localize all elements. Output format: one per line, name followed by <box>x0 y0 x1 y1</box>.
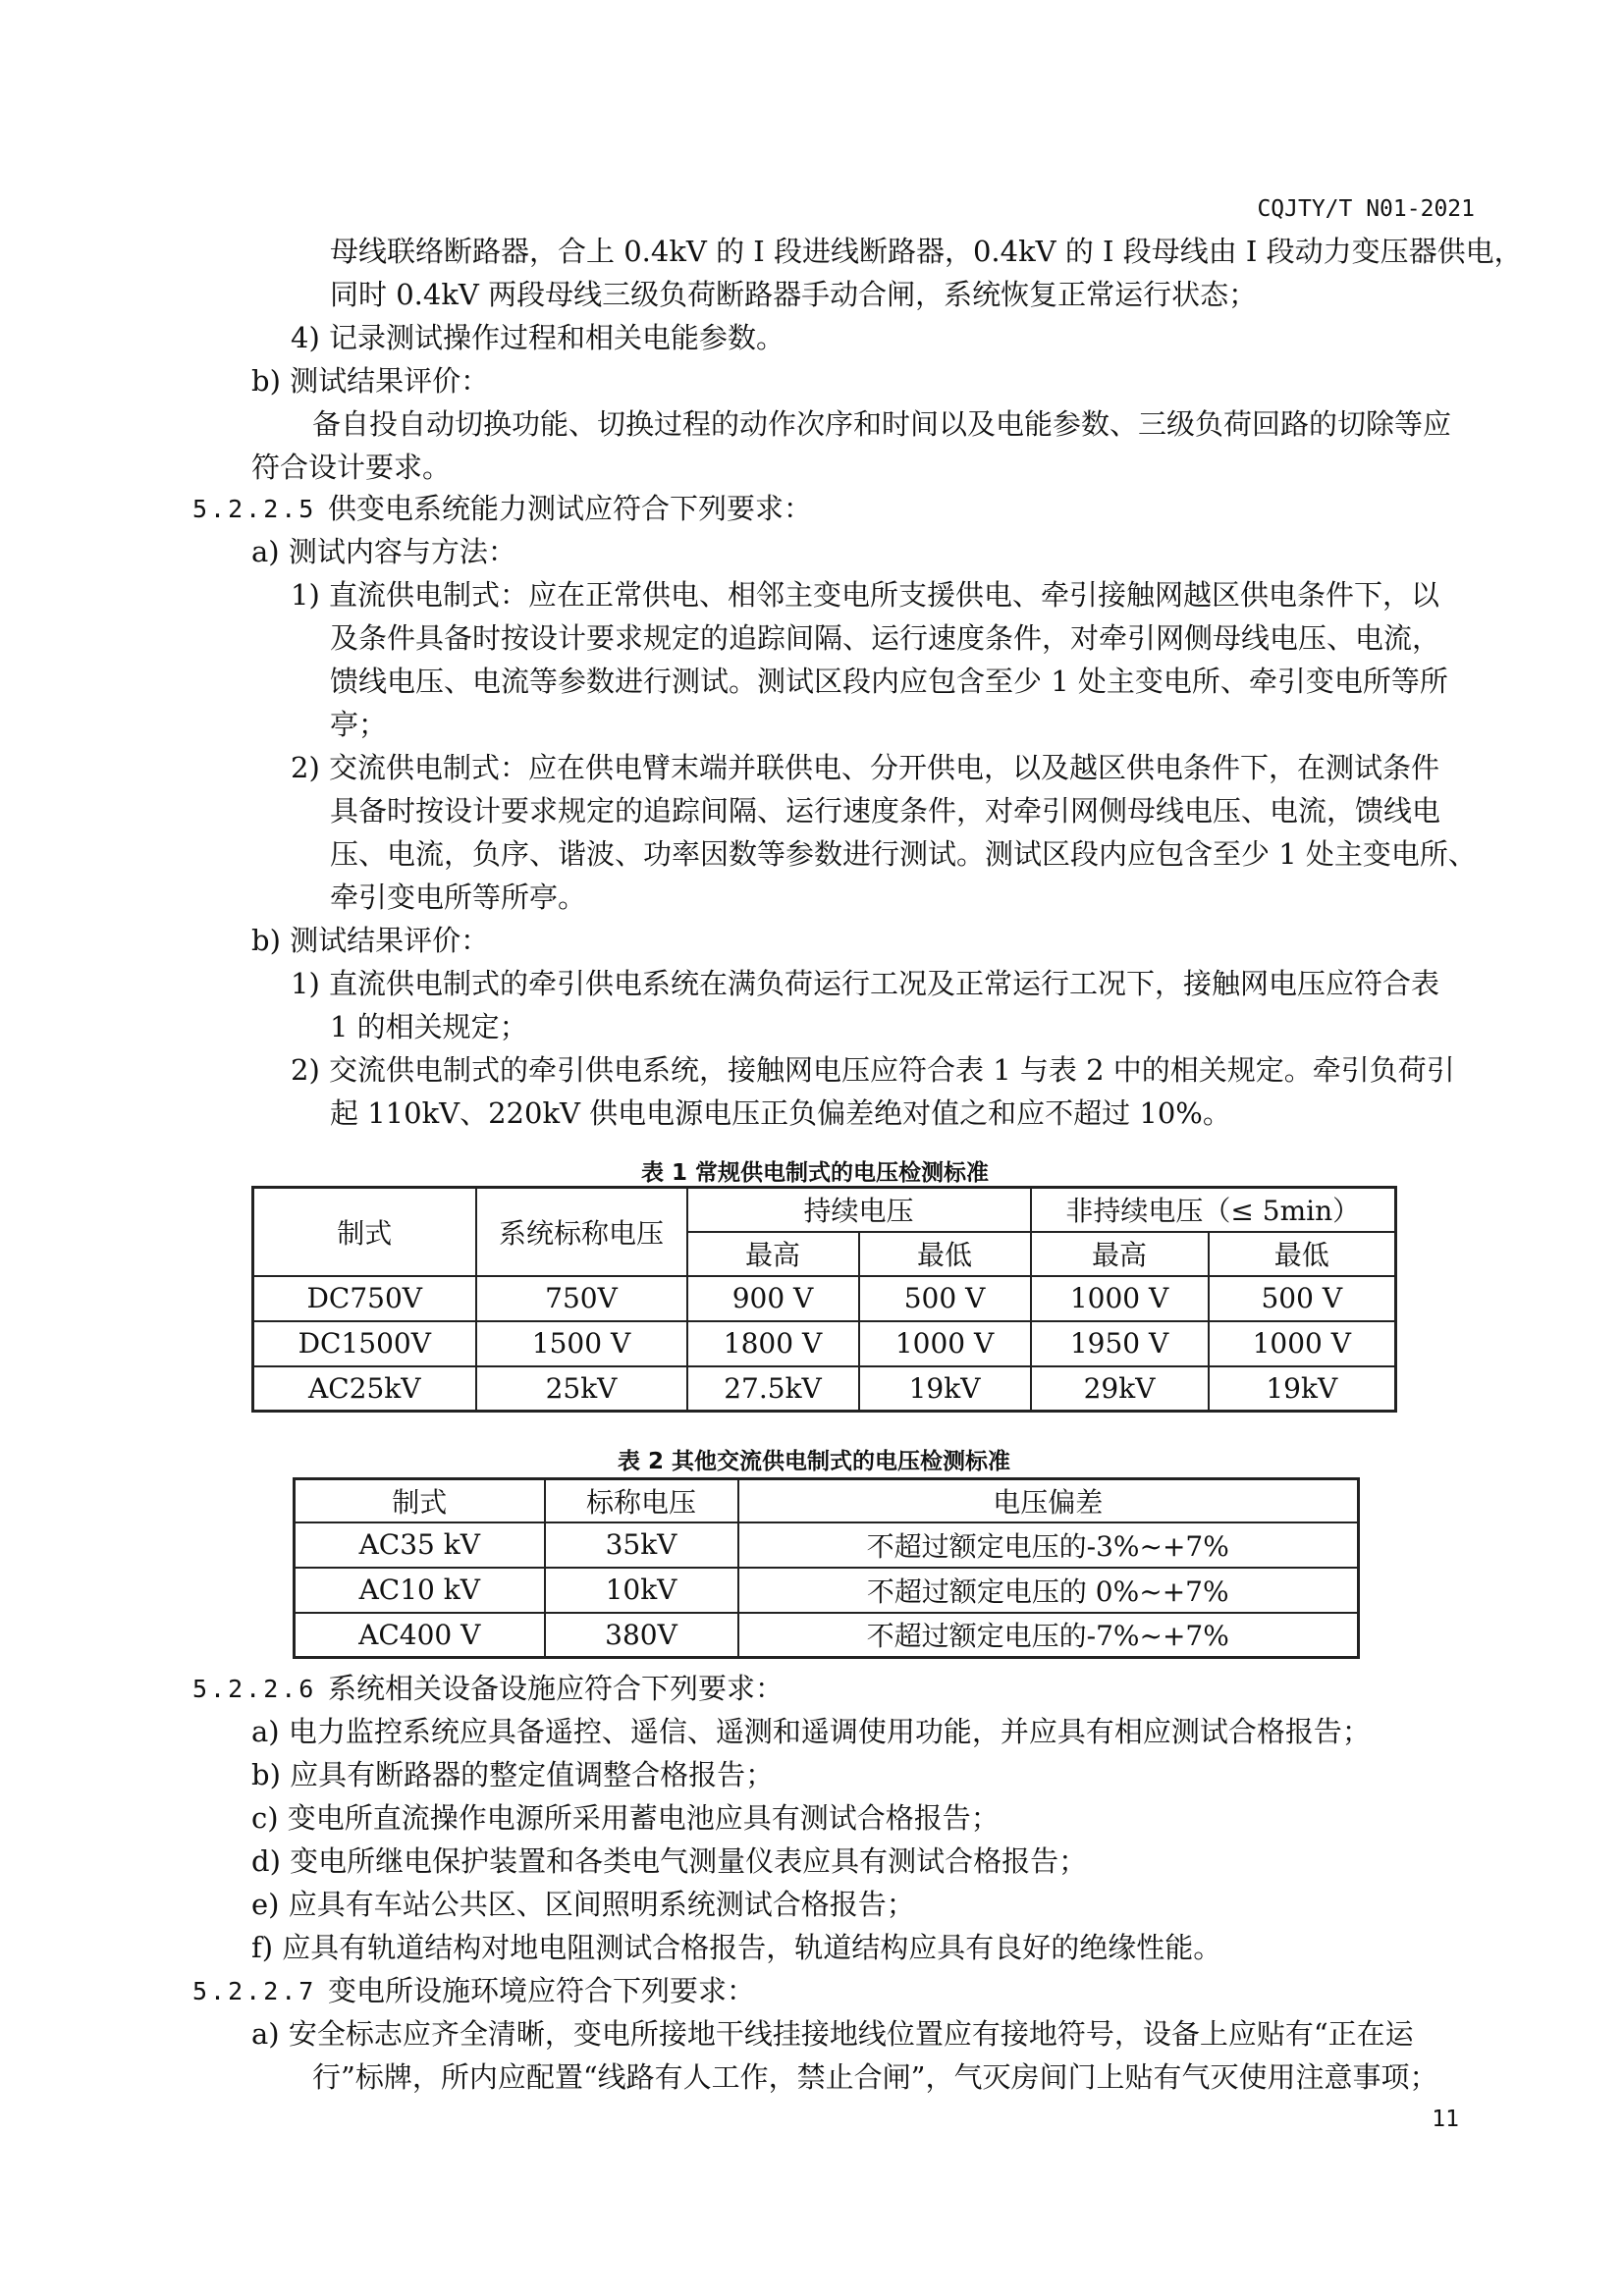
table-cell: 1800 V <box>687 1321 859 1366</box>
list-item: c) 变电所直流操作电源所采用蓄电池应具有测试合格报告； <box>251 1801 1000 1835</box>
table1-header-min: 最低 <box>859 1232 1031 1276</box>
table-cell: 500 V <box>859 1276 1031 1321</box>
table-cell: 1000 V <box>859 1321 1031 1366</box>
table-cell: 1000 V <box>1209 1321 1396 1366</box>
table-cell: AC25kV <box>253 1366 476 1412</box>
text-line: 行”标牌，所内应配置“线路有人工作，禁止合闸”，气灭房间门上贴有气灭使用注意事项； <box>312 2060 1438 2094</box>
text-line: 起 110kV、220kV 供电电源电压正负偏差绝对值之和应不超过 10%。 <box>330 1096 1231 1130</box>
list-item: 2) 交流供电制式：应在供电臂末端并联供电、分开供电，以及越区供电条件下，在测试条件 <box>291 751 1439 784</box>
table-cell: 900 V <box>687 1276 859 1321</box>
page-number: 11 <box>1432 2107 1459 2132</box>
text-line: 1 的相关规定； <box>330 1010 528 1043</box>
list-item: f) 应具有轨道结构对地电阻测试合格报告，轨道结构应具有良好的绝缘性能。 <box>251 1931 1222 1964</box>
table1-caption: 表 1 常规供电制式的电压检测标准 <box>641 1160 990 1186</box>
text-line: 及条件具备时按设计要求规定的追踪间隔、运行速度条件，对牵引网侧母线电压、电流， <box>330 621 1441 655</box>
table2-caption: 表 2 其他交流供电制式的电压检测标准 <box>618 1449 1011 1474</box>
table-cell: 1500 V <box>476 1321 687 1366</box>
text-line: 符合设计要求。 <box>251 451 452 484</box>
table1-header-max: 最高 <box>1031 1232 1209 1276</box>
table-cell: AC10 kV <box>295 1568 545 1613</box>
table1-header-noncontinuous: 非持续电压（≤ 5min） <box>1031 1188 1396 1232</box>
table-cell: 29kV <box>1031 1366 1209 1412</box>
table-row <box>295 1522 1359 1568</box>
list-item: 2) 交流供电制式的牵引供电系统，接触网电压应符合表 1 与表 2 中的相关规定。牵引负荷引 <box>291 1053 1455 1087</box>
table-cell: 不超过额定电压的-3%~+7% <box>738 1522 1359 1568</box>
list-item: d) 变电所继电保护装置和各类电气测量仪表应具有测试合格报告； <box>251 1844 1088 1878</box>
list-item: 4) 记录测试操作过程和相关电能参数。 <box>291 321 785 354</box>
table1-header-max: 最高 <box>687 1232 859 1276</box>
text-line: 亭； <box>330 708 388 741</box>
table-cell: 25kV <box>476 1366 687 1412</box>
list-item: b) 测试结果评价： <box>251 364 490 398</box>
table-row <box>253 1276 1396 1321</box>
section-title: 供变电系统能力测试应符合下列要求： <box>328 492 813 525</box>
table-cell: 750V <box>476 1276 687 1321</box>
table1-header-min: 最低 <box>1209 1232 1396 1276</box>
section-title: 变电所设施环境应符合下列要求： <box>328 1974 756 2007</box>
section-number: 5.2.2.5 <box>192 495 317 523</box>
table-cell: 19kV <box>859 1366 1031 1412</box>
table-cell: 27.5kV <box>687 1366 859 1412</box>
table-cell: 500 V <box>1209 1276 1396 1321</box>
table2-header-deviation: 电压偏差 <box>738 1479 1359 1522</box>
table-cell: 380V <box>545 1613 738 1658</box>
table-row <box>253 1366 1396 1412</box>
table-cell: DC750V <box>253 1276 476 1321</box>
table1-header-continuous: 持续电压 <box>687 1188 1031 1232</box>
text-line: 母线联络断路器，合上 0.4kV 的 I 段进线断路器，0.4kV 的 I 段母线由 I 段动力变压器供电， <box>330 235 1523 268</box>
table1-header-nominal: 系统标称电压 <box>476 1188 687 1276</box>
text-line: 馈线电压、电流等参数进行测试。测试区段内应包含至少 1 处主变电所、牵引变电所等所 <box>330 665 1448 698</box>
table-cell: DC1500V <box>253 1321 476 1366</box>
table-row <box>295 1568 1359 1613</box>
table-cell: 1950 V <box>1031 1321 1209 1366</box>
section-number: 5.2.2.6 <box>192 1675 317 1703</box>
table-cell: 不超过额定电压的 0%~+7% <box>738 1568 1359 1613</box>
table-cell: 不超过额定电压的-7%~+7% <box>738 1613 1359 1658</box>
table1-header-mode: 制式 <box>253 1188 476 1276</box>
table-cell: AC400 V <box>295 1613 545 1658</box>
text-line: 同时 0.4kV 两段母线三级负荷断路器手动合闸，系统恢复正常运行状态； <box>330 278 1258 311</box>
text-line: 备自投自动切换功能、切换过程的动作次序和时间以及电能参数、三级负荷回路的切除等应 <box>312 407 1452 441</box>
list-item: a) 电力监控系统应具备遥控、遥信、遥测和遥调使用功能，并应具有相应测试合格报告； <box>251 1715 1371 1748</box>
table-cell: 10kV <box>545 1568 738 1613</box>
list-item: a) 安全标志应齐全清晰，变电所接地干线挂接地线位置应有接地符号，设备上应贴有“正在运 <box>251 2017 1414 2051</box>
table-cell: 35kV <box>545 1522 738 1568</box>
table2-header-nominal: 标称电压 <box>545 1479 738 1522</box>
table-row <box>253 1321 1396 1366</box>
table-cell: AC35 kV <box>295 1522 545 1568</box>
table2 <box>293 1477 1360 1659</box>
list-item: 1) 直流供电制式：应在正常供电、相邻主变电所支援供电、牵引接触网越区供电条件下，以 <box>291 578 1439 612</box>
list-item: 1) 直流供电制式的牵引供电系统在满负荷运行工况及正常运行工况下，接触网电压应符合表 <box>291 967 1439 1000</box>
list-item: e) 应具有车站公共区、区间照明系统测试合格报告； <box>251 1888 915 1921</box>
text-line: 牵引变电所等所亭。 <box>330 881 587 914</box>
section-title: 系统相关设备设施应符合下列要求： <box>328 1672 785 1705</box>
list-item: b) 应具有断路器的整定值调整合格报告； <box>251 1758 775 1791</box>
table-row <box>295 1613 1359 1658</box>
table1 <box>251 1186 1397 1413</box>
table-cell: 19kV <box>1209 1366 1396 1412</box>
text-line: 压、电流，负序、谐波、功率因数等参数进行测试。测试区段内应包含至少 1 处主变电所、 <box>330 837 1477 871</box>
document-code: CQJTY/T N01-2021 <box>1257 196 1475 222</box>
section-number: 5.2.2.7 <box>192 1977 317 2005</box>
table-cell: 1000 V <box>1031 1276 1209 1321</box>
table2-header-mode: 制式 <box>295 1479 545 1522</box>
list-item: b) 测试结果评价： <box>251 924 490 957</box>
list-item: a) 测试内容与方法： <box>251 535 516 568</box>
text-line: 具备时按设计要求规定的追踪间隔、运行速度条件，对牵引网侧母线电压、电流，馈线电 <box>330 794 1441 828</box>
